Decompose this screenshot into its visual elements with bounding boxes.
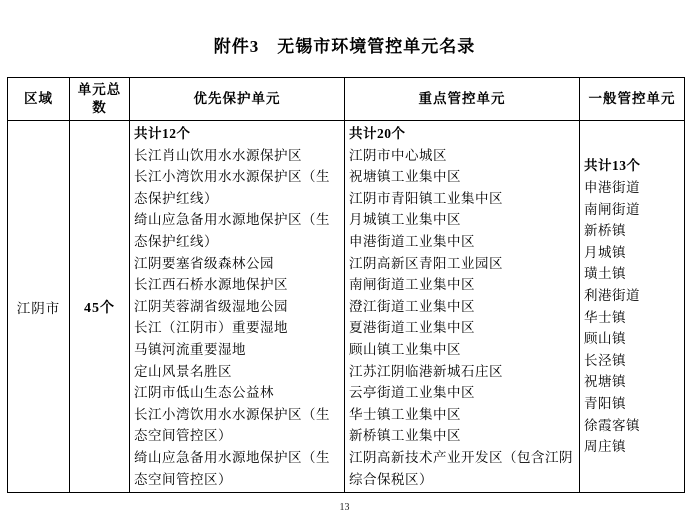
header-priority-protection: 优先保护单元 [130, 78, 345, 121]
general-unit-item: 南闸街道 [584, 201, 640, 217]
key-unit-item: 申港街道工业集中区 [349, 233, 475, 249]
general-control-cell [580, 121, 685, 493]
key-unit-item: 月城镇工业集中区 [349, 212, 461, 228]
general-unit-list [584, 177, 680, 458]
table-header-row [8, 78, 685, 121]
priority-unit-item: 江阴芙蓉湖省级湿地公园 [134, 298, 288, 314]
general-unit-item: 利港街道 [584, 287, 640, 303]
key-summary: 共计20个 [349, 126, 406, 141]
key-unit-item: 顾山镇工业集中区 [349, 341, 461, 357]
key-unit-item: 夏港街道工业集中区 [349, 320, 475, 336]
general-unit-item: 月城镇 [584, 244, 626, 260]
general-unit-item: 申港街道 [584, 179, 640, 195]
priority-unit-item: 长江（江阴市）重要湿地 [134, 320, 288, 336]
priority-unit-item: 江阴要塞省级森林公园 [134, 255, 274, 271]
general-unit-item: 周庄镇 [584, 439, 626, 455]
general-unit-item: 青阳镇 [584, 395, 626, 411]
general-unit-item: 长泾镇 [584, 352, 626, 368]
key-control-cell [345, 121, 580, 493]
key-unit-list [349, 145, 575, 491]
general-summary: 共计13个 [584, 158, 641, 174]
page-number: 13 [339, 502, 350, 514]
key-unit-item: 华士镇工业集中区 [349, 406, 461, 422]
priority-summary: 共计12个 [134, 126, 191, 141]
key-unit-item: 澄江街道工业集中区 [349, 298, 475, 314]
priority-unit-item: 长江小湾饮用水水源保护区（生态保护红线） [134, 169, 330, 206]
header-total-units: 单元总数 [70, 78, 130, 121]
general-unit-item: 华士镇 [584, 309, 626, 325]
key-unit-item: 江阴高新技术产业开发区（包含江阴综合保税区） [349, 449, 573, 487]
key-unit-item: 江苏江阴临港新城石庄区 [349, 363, 503, 379]
control-units-table [7, 77, 685, 493]
priority-unit-item: 马镇河流重要湿地 [134, 341, 246, 357]
header-general-control: 一般管控单元 [580, 78, 685, 121]
general-unit-item: 新桥镇 [584, 223, 626, 239]
priority-unit-item: 绮山应急备用水源地保护区（生态空间管控区） [134, 449, 330, 487]
key-unit-item: 祝塘镇工业集中区 [349, 169, 461, 185]
key-unit-item: 江阴高新区青阳工业园区 [349, 255, 503, 271]
priority-unit-item: 长江肖山饮用水水源保护区 [134, 147, 302, 163]
key-unit-item: 江阴市中心城区 [349, 147, 447, 163]
key-unit-item: 新桥镇工业集中区 [349, 428, 461, 444]
total-units-cell: 45个 [70, 121, 130, 493]
header-key-control: 重点管控单元 [345, 78, 580, 121]
priority-unit-item: 绮山应急备用水源地保护区（生态保护红线） [134, 212, 330, 249]
priority-protection-cell [130, 121, 345, 493]
region-cell: 江阴市 [8, 121, 70, 493]
key-unit-item: 南闸街道工业集中区 [349, 277, 475, 293]
priority-unit-item: 定山风景名胜区 [134, 363, 232, 379]
priority-unit-list [134, 145, 340, 491]
header-region: 区域 [8, 78, 70, 121]
general-unit-item: 徐霞客镇 [584, 417, 640, 433]
page-title: 附件3 无锡市环境管控单元名录 [213, 37, 476, 56]
general-unit-item: 璜土镇 [584, 266, 626, 282]
key-unit-item: 云亭街道工业集中区 [349, 385, 475, 401]
general-unit-item: 祝塘镇 [584, 374, 626, 390]
priority-unit-item: 长江西石桥水源地保护区 [134, 277, 288, 293]
key-unit-item: 江阴市青阳镇工业集中区 [349, 190, 503, 206]
table-row [8, 121, 685, 493]
general-unit-item: 顾山镇 [584, 331, 626, 347]
priority-unit-item: 江阴市低山生态公益林 [134, 385, 274, 401]
priority-unit-item: 长江小湾饮用水水源保护区（生态空间管控区） [134, 406, 330, 444]
